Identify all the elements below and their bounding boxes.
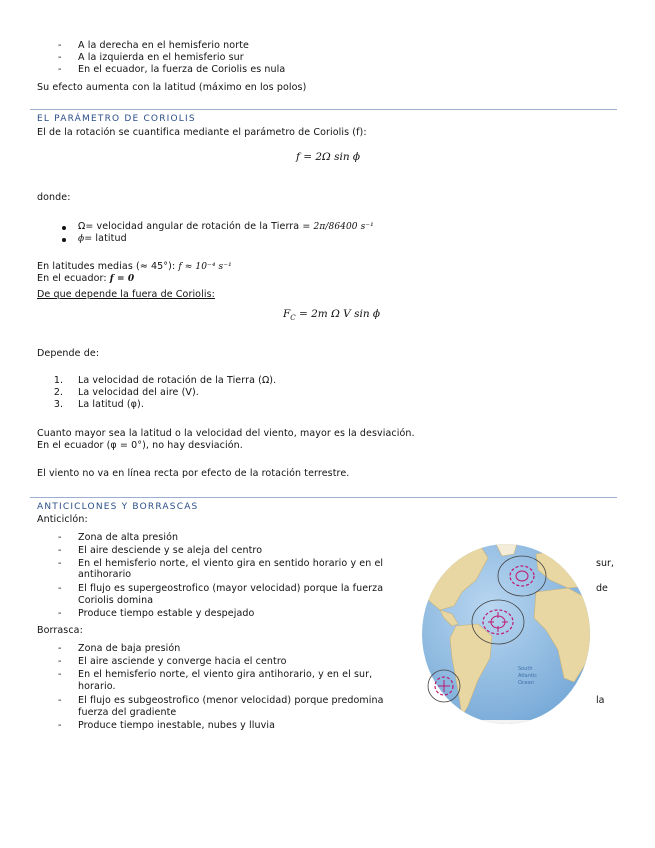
factor-item-2: La velocidad del aire (V). (78, 387, 199, 398)
mid-latitude-value: En latitudes medias (≈ 45°): f ≈ 10⁻⁴ s⁻¹ (37, 261, 232, 272)
ocean-label-1: South (518, 666, 533, 672)
ocean-label-2: Atlantic (518, 673, 538, 679)
intro-item-2: A la izquierda en el hemisferio sur (78, 52, 244, 63)
list-number: 1. (53, 375, 63, 386)
intro-item-3: En el ecuador, la fuerza de Coriolis es nula (78, 64, 286, 75)
anticyclone-item: El aire desciende y se aleja del centro (78, 545, 263, 556)
storm-item: El flujo es subgeostrofico (menor velocidad) porque predomina (78, 695, 384, 706)
storm-item: Produce tiempo inestable, nubes y lluvia (78, 720, 276, 731)
list-dash: - (58, 608, 62, 619)
section-divider (30, 109, 617, 110)
def-omega: Ω= velocidad angular de rotación de la Tierra = 2π/86400 s⁻¹ (78, 221, 374, 232)
list-dash: - (58, 558, 62, 569)
bullet-dot (62, 226, 66, 230)
storm-label: Borrasca: (37, 625, 83, 636)
donde-label: donde: (37, 192, 71, 203)
summary-line-2: En el ecuador (φ = 0°), no hay desviación. (37, 440, 243, 451)
summary-line-1: Cuanto mayor sea la latitud o la velocidad del viento, mayor es la desviación. (37, 428, 415, 439)
antarctica (438, 720, 574, 728)
equator-value: En el ecuador: f = 0 (37, 273, 135, 284)
anticyclone-label: Anticiclón: (37, 514, 88, 525)
storm-item: En el hemisferio norte, el viento gira antihorario, y en el sur, (78, 669, 373, 680)
straight-line-note: El viento no va en línea recta por efecto de la rotación terrestre. (37, 468, 350, 479)
anticyclone-item-cont: Coriolis domina (78, 595, 154, 606)
list-number: 3. (53, 399, 63, 410)
storm-line-end: la (596, 695, 605, 706)
list-dash: - (58, 643, 62, 654)
def-latitude: ϕ= latitud (78, 233, 127, 244)
depends-label: Depende de: (37, 348, 100, 359)
section-heading-coriolis: EL PARÁMETRO DE CORIOLIS (37, 114, 196, 124)
storm-item-cont: horario. (78, 681, 116, 692)
list-dash: - (58, 52, 62, 63)
list-dash: - (58, 40, 62, 51)
ocean-label-3: Ocean (518, 680, 534, 686)
anticyclone-item: Zona de alta presión (78, 532, 179, 543)
latitude-note: Su efecto aumenta con la latitud (máximo en los polos) (37, 82, 307, 93)
list-dash: - (58, 695, 62, 706)
globe-illustration (418, 540, 594, 728)
factor-item-3: La latitud (φ). (78, 399, 144, 410)
anticyclone-item-cont: antihorario (78, 569, 132, 580)
coriolis-force-formula: $F_C = 2m$ Ω V sin ϕ (283, 308, 381, 323)
storm-item-cont: fuerza del gradiente (78, 707, 177, 718)
list-number: 2. (53, 387, 63, 398)
list-dash: - (58, 656, 62, 667)
factor-item-1: La velocidad de rotación de la Tierra (Ω). (78, 375, 277, 386)
anticyclone-item: En el hemisferio norte, el viento gira en sentido horario y en el (78, 558, 384, 569)
anticyclone-item: Produce tiempo estable y despejado (78, 608, 255, 619)
storm-item: Zona de baja presión (78, 643, 181, 654)
list-dash: - (58, 64, 62, 75)
intro-item-1: A la derecha en el hemisferio norte (78, 40, 249, 51)
section-heading-pressure: ANTICICLONES Y BORRASCAS (37, 502, 199, 512)
coriolis-intro: El de la rotación se cuantifica mediante el parámetro de Coriolis (f): (37, 127, 367, 138)
storm-item: El aire asciende y converge hacia el centro (78, 656, 287, 667)
depends-title: De que depende la fuera de Coriolis: (37, 289, 215, 300)
coriolis-formula: f = 2Ω sin ϕ (296, 151, 361, 163)
list-dash: - (58, 720, 62, 731)
bullet-dot (62, 238, 66, 242)
section-divider (30, 497, 617, 498)
list-dash: - (58, 532, 62, 543)
list-dash: - (58, 583, 62, 594)
anticyclone-item: El flujo es supergeostrofico (mayor velocidad) porque la fuerza (78, 583, 384, 594)
anticyclone-line-end: de (596, 583, 608, 594)
anticyclone-line-end: sur, (596, 558, 614, 569)
list-dash: - (58, 545, 62, 556)
list-dash: - (58, 669, 62, 680)
